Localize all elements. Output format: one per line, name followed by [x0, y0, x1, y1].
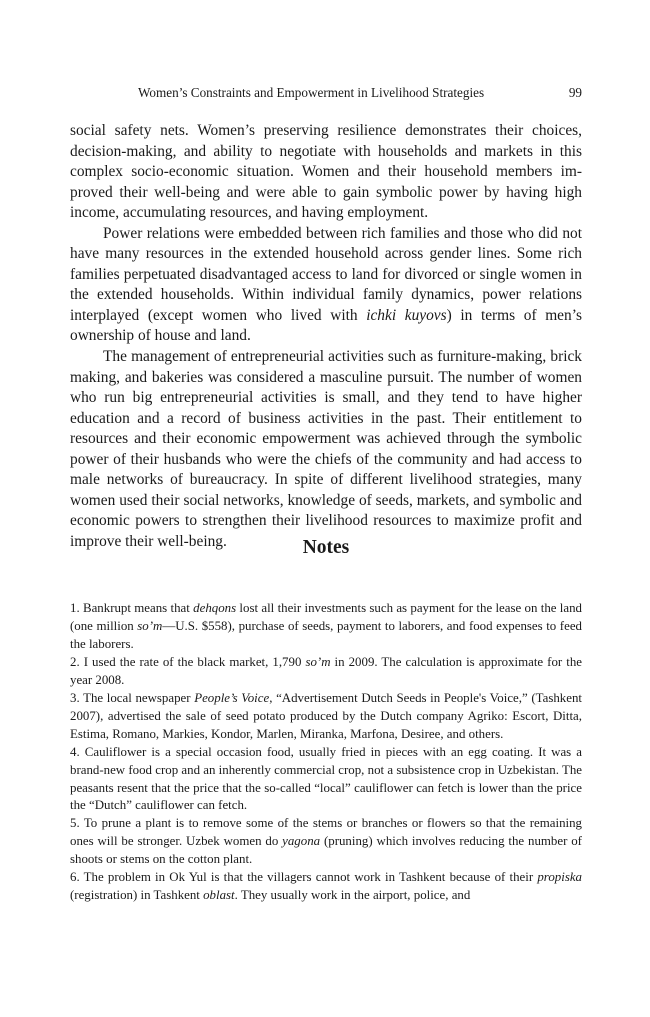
note-3-text-b: , “Advertisement Dutch Seeds in People's Voice,” (Tashkent 2007), advertised the sale of seed potato produced by the Dutch company Agriko: Escort, Ditta, Estima, Romano, Markies, Kondor, Marlen, Miranka, Marfona, Desiree, and others.: [70, 690, 583, 741]
note-6-text-b: (registration) in Tashkent: [70, 888, 204, 903]
paragraph-2: [70, 224, 582, 347]
term-dehqons: dehqons: [193, 601, 237, 615]
note-6: [70, 869, 582, 905]
term-ichki-kuyovs: ichki kuyovs: [366, 306, 447, 324]
note-1: [70, 600, 582, 654]
note-1-text-c: —U.S. $558), purchase of seeds, payment to laborers, and food expenses to feed the laborers.: [70, 618, 582, 651]
note-1-text-a: 1. Bankrupt means that: [70, 601, 194, 615]
running-header: [70, 85, 582, 103]
note-3: [70, 690, 582, 744]
term-yagona: yagona: [282, 834, 321, 849]
note-2-text-a: 2. I used the rate of the black market, 1,790: [70, 654, 306, 669]
note-2-text-b: in 2009. The calculation is approximate for the year 2008.: [70, 654, 582, 687]
note-6-text-a: 6. The problem in Ok Yul is that the villagers cannot work in Tashkent because of their: [70, 870, 538, 885]
term-peoples-voice: People’s Voice: [194, 690, 270, 705]
note-4: 4. Cauliflower is a special occasion food, usually fried in pieces with an egg coating. It was a brand-new food crop and an inherently commercial crop, not a subsistence crop in Uzbekistan. The peasants resent that the price that the so-called “local” cauliflower can fetch is lower than the price the “Dutch” cauliflower can fetch.: [70, 744, 582, 813]
notes-list: [70, 600, 582, 905]
note-5-text-a: 5. To prune a plant is to remove some of the stems or branches or flowers so that the remaining ones will be stronger. Uzbek women do: [70, 816, 582, 849]
note-6-text-c: . They usually work in the airport, police, and: [234, 888, 471, 903]
running-title: Women’s Constraints and Empowerment in Livelihood Strategies: [138, 85, 485, 100]
notes-heading: Notes: [302, 537, 350, 558]
term-som: so’m: [137, 618, 163, 633]
term-som: so’m: [305, 654, 331, 669]
paragraph-2-text-a: Power relations were embedded between rich families and those who did not have many resources in the extended household across gender lines. Some rich families perpetuated disadvantaged access to land for divorced or single women in the extended households. Within individual family dynamics, power relations interplayed (except women who lived with: [70, 224, 582, 324]
paragraph-1: social safety nets. Women’s preserving resilience demonstrates their choices, decision-making, and ability to negotiate with households and markets in this complex socio-economic situation. Women and their household members improved their well-being and were able to gain symbolic power by having high income, accumulating resources, and having employment.: [70, 122, 582, 222]
note-1-text-b: lost all their investments such as payment for the lease on the land (one million: [70, 601, 582, 633]
note-3-text-a: 3. The local newspaper: [70, 690, 195, 705]
term-propiska: propiska: [537, 870, 582, 885]
paragraph-2-text-b: ) in terms of men’s ownership of house and land.: [70, 306, 582, 345]
note-5: [70, 815, 582, 869]
note-2: [70, 654, 582, 690]
page-number: 99: [568, 85, 582, 100]
note-5-text-b: (pruning) which involves reducing the number of shoots or stems on the cotton plant.: [70, 834, 582, 867]
paragraph-3: The management of entrepreneurial activities such as furniture-making, brick making, and bakeries was considered a masculine pursuit. The number of women who run big entrepreneurial activities is small, and they tend to have higher education and a record of business activities in the past. Their entitlement to resources and their economic empowerment was achieved through the symbolic power of their husbands who were the chiefs of the community and had access to male networks of bureaucracy. In spite of different livelihood strategies, many women used their social networks, knowledge of seeds, markets, and symbolic and economic powers to strengthen their livelihood resources to maximize profit and improve their well-being.: [70, 348, 582, 550]
term-oblast: oblast: [203, 888, 235, 903]
body-text: [70, 121, 582, 552]
